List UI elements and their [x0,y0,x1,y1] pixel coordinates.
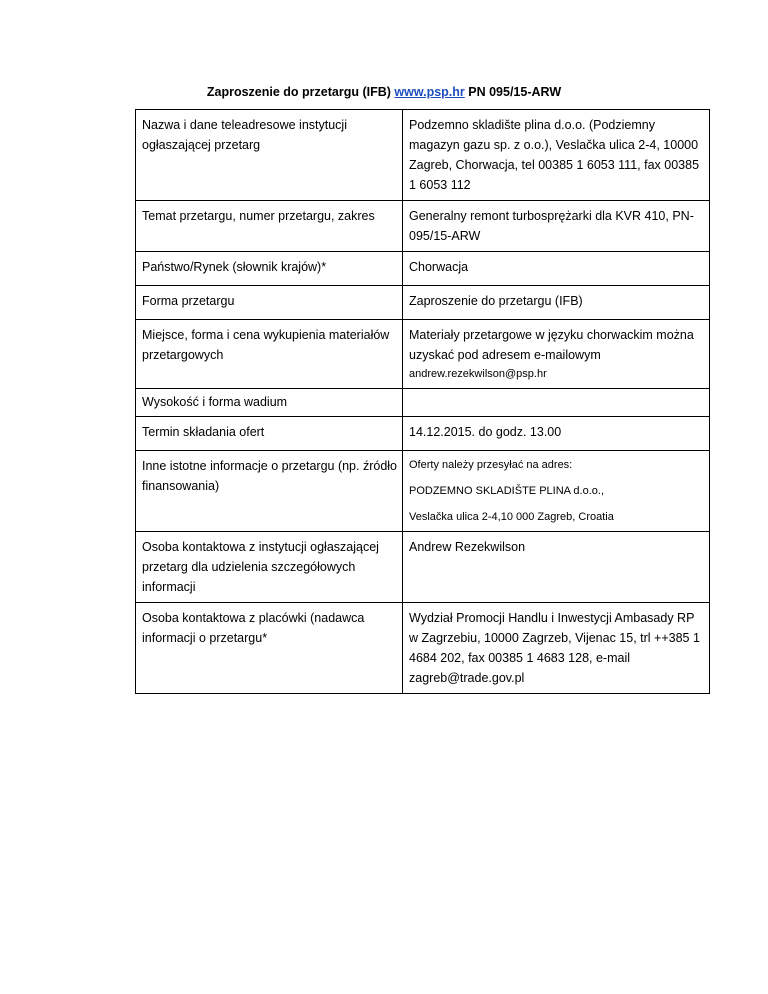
row-value-deadline: 14.12.2015. do godz. 13.00 [403,417,710,451]
row-value-form: Zaproszenie do przetargu (IFB) [403,286,710,320]
row-label-contact-office: Osoba kontaktowa z placówki (nadawca informacji o przetargu* [136,603,403,694]
table-row [136,451,710,532]
other-info-line3: Veslačka ulica 2-4,10 000 Zagreb, Croatia [409,511,614,523]
row-label-other-info: Inne istotne informacje o przetargu (np. źródło finansowania) [136,451,403,532]
materials-email[interactable]: andrew.rezekwilson@psp.hr [409,368,547,380]
row-label-materials: Miejsce, forma i cena wykupienia materiałów przetargowych [136,320,403,389]
table-row [136,320,710,389]
title-prefix: Zaproszenie do przetargu (IFB) [206,85,391,99]
table-row [136,417,710,451]
row-label-form: Forma przetargu [136,286,403,320]
row-value-contact-institution: Andrew Rezekwilson [403,532,710,603]
materials-text: Materiały przetargowe w języku chorwackim można uzyskać pod adresem e-mailowym [409,328,694,362]
table-row [136,110,710,201]
document-title [0,85,768,99]
other-info-line1: Oferty należy przesyłać na adres: [409,459,573,471]
row-value-institution: Podzemno skladište plina d.o.o. (Podziemny magazyn gazu sp. z o.o.), Veslačka ulica 2-4, 10000 Zagreb, Chorwacja, tel 00385 1 6053 111, fax 00385 1 6053 112 [403,110,710,201]
row-value-country: Chorwacja [403,252,710,286]
row-value-materials [403,320,710,389]
table-row [136,532,710,603]
row-label-institution: Nazwa i dane teleadresowe instytucji ogłaszającej przetarg [136,110,403,201]
row-value-contact-office: Wydział Promocji Handlu i Inwestycji Ambasady RP w Zagrzebiu, 10000 Zagrzeb, Vijenac 15, trl ++385 1 4684 202, fax 00385 1 4683 128, e-mail zagreb@trade.gov.pl [403,603,710,694]
table-row [136,603,710,694]
row-value-subject: Generalny remont turbosprężarki dla KVR 410, PN-095/15-ARW [403,201,710,252]
other-info-line2: PODZEMNO SKLADIŠTE PLINA d.o.o., [409,485,605,497]
tender-info-table [135,109,710,694]
row-label-deadline: Termin składania ofert [136,417,403,451]
table-row [136,201,710,252]
row-value-deposit [403,389,710,417]
table-row [136,252,710,286]
title-suffix: PN 095/15-ARW [468,85,562,99]
table-row [136,389,710,417]
row-label-subject: Temat przetargu, numer przetargu, zakres [136,201,403,252]
row-value-other-info [403,451,710,532]
row-label-country: Państwo/Rynek (słownik krajów)* [136,252,403,286]
row-label-contact-institution: Osoba kontaktowa z instytucji ogłaszającej przetarg dla udzielenia szczegółowych informacji [136,532,403,603]
table-row [136,286,710,320]
title-link[interactable]: www.psp.hr [394,85,465,99]
row-label-deposit: Wysokość i forma wadium [136,389,403,417]
